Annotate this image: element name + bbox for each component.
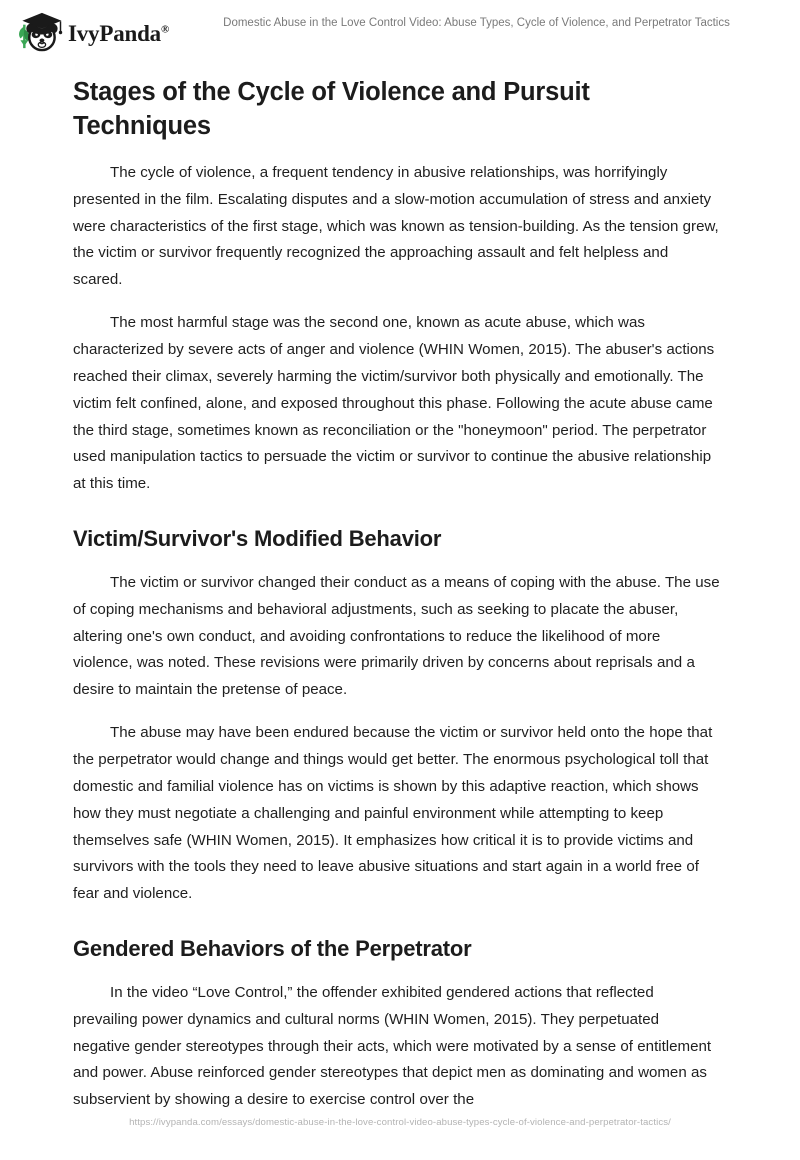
registered-mark: ® (160, 22, 170, 35)
paragraph: The most harmful stage was the second one, known as acute abuse, which was characterized by severe acts of anger and violence (WHIN Women, 2015). The abuser's actions reached their climax, severely harming the victim/survivor both physically and emotionally. The victim felt confined, alone, and exposed throughout this phase. Following the acute abuse came the third stage, sometimes known as reconciliation or the "honeymoon" period. The perpetrator used manipulation tactics to persuade the victim or survivor to continue the abusive relationship at this time. (73, 314, 715, 493)
panda-graduation-cap-logo-icon (14, 10, 64, 54)
paragraph: The cycle of violence, a frequent tendency in abusive relationships, was horrifyingly presented in the film. Escalating disputes and a slow-motion accumulation of stress and anxiety were characteristics of the first stage, which was known as tension-building. As the tension grew, the victim or survivor frequently recognized the approaching assault and felt helpless and scared. (73, 163, 719, 289)
section-heading-stages-of-the-cycle-of-violence: Stages of the Cycle of Violence and Pursuit Techniques (73, 78, 590, 140)
page-footer (0, 1112, 800, 1130)
document-body (73, 62, 720, 1114)
page-header (0, 0, 800, 62)
footer-source-url[interactable]: https://ivypanda.com/essays/domestic-abuse-in-the-love-control-video-abuse-types-cycle-of-violence-and-perpetrator-tactics/ (129, 1117, 671, 1128)
brand-name-text: IvyPanda (68, 20, 161, 46)
header-document-title: Domestic Abuse in the Love Control Video: Abuse Types, Cycle of Violence, and Perpetrator Tactics (223, 17, 730, 29)
brand-wordmark (68, 22, 169, 45)
paragraph: The victim or survivor changed their conduct as a means of coping with the abuse. The use of coping mechanisms and behavioral adjustments, such as seeking to placate the abuser, altering one's own conduct, and avoiding confrontations to reduce the likelihood of more violence, was noted. These revisions were primarily driven by concerns about reprisals and a desire to maintain the pretense of peace. (73, 573, 720, 699)
paragraph: The abuse may have been endured because the victim or survivor held onto the hope that the perpetrator would change and things would get better. The enormous psychological toll that domestic and familial violence has on victims is shown by this adaptive reaction, which shows how they must negotiate a challenging and painful environment while attempting to keep themselves safe (WHIN Women, 2015). It emphasizes how critical it is to provide victims and survivors with the tools they need to leave abusive situations and start again in a world free of fear and violence. (73, 724, 713, 903)
section-heading-gendered-behaviors-of-the-perpetrator: Gendered Behaviors of the Perpetrator (73, 936, 472, 962)
section-heading-victim-survivor-modified-behavior: Victim/Survivor's Modified Behavior (73, 526, 442, 552)
paragraph: In the video “Love Control,” the offender exhibited gendered actions that reflected prevailing power dynamics and cultural norms (WHIN Women, 2015). They perpetuated negative gender stereotypes through their acts, which were motivated by a sense of entitlement and power. Abuse reinforced gender stereotypes that depict men as dominating and women as subservient by showing a desire to exercise control over the (73, 983, 712, 1109)
brand-logo[interactable] (14, 10, 169, 54)
